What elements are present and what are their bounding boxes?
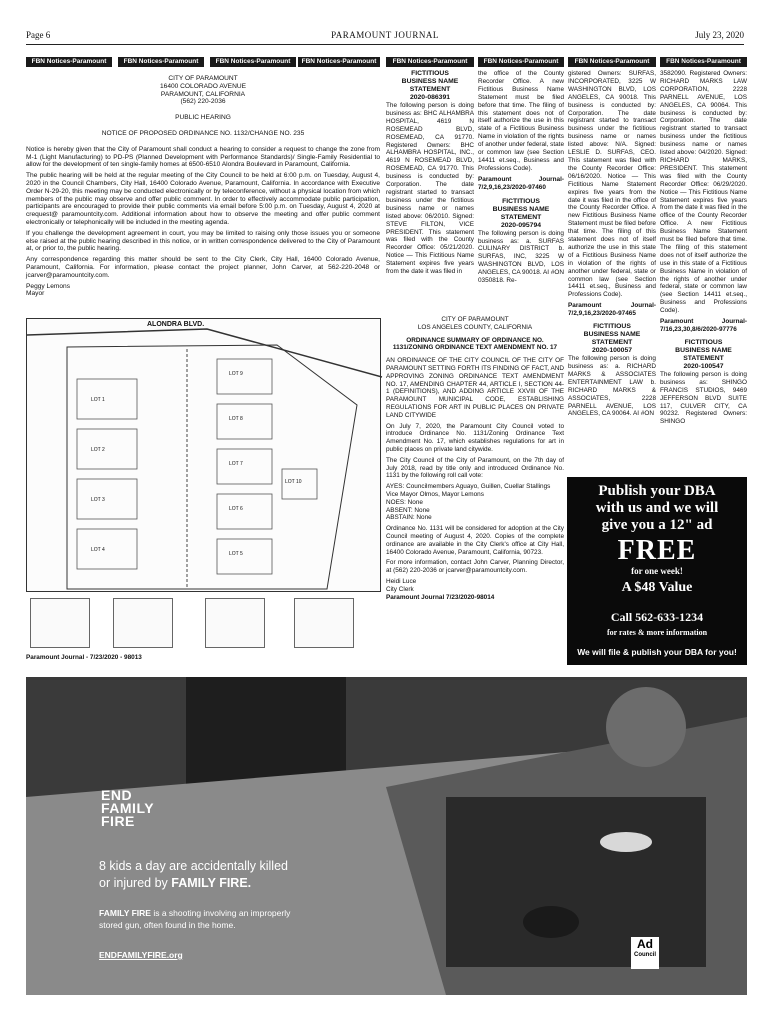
hearing-address: 16400 COLORADO AVENUE bbox=[160, 82, 246, 90]
lot-label: LOT 4 bbox=[91, 547, 105, 553]
fbn-heading: STATEMENT bbox=[500, 213, 542, 221]
fbn-heading: FICTITIOUS bbox=[684, 338, 723, 346]
hearing-signer-title: Mayor bbox=[26, 290, 45, 298]
section-tab: FBN Notices-Paramount bbox=[478, 57, 564, 67]
hearing-city: PARAMOUNT, CALIFORNIA bbox=[160, 90, 246, 98]
logo-line: Ad bbox=[637, 937, 653, 951]
psa-emphasis: FAMILY FIRE. bbox=[171, 876, 252, 890]
elevation-drawing bbox=[205, 598, 265, 648]
fbn-body: The following person is doing business as: a. SURFAS CULINARY DISTRICT b. SURFAS, INC, 3225 W WASHINGTON BLVD, LOS ANGELES, CA 90018. AI #ON 0350818. Re- bbox=[478, 229, 564, 285]
vote-line: ABSTAIN: None bbox=[386, 514, 432, 522]
lot-label: LOT 2 bbox=[91, 447, 105, 453]
dba-free: FREE bbox=[617, 535, 697, 566]
ordinance-pub-ref: Paramount Journal 7/23/2020-98014 bbox=[386, 593, 495, 601]
fbn-body: The following person is doing business as: SHINGO FRANCIS STUDIOS, 9469 JEFFERSON BLVD SUITE 117, CULVER CITY, CA 90232. Registered Owners: SHINGO bbox=[660, 370, 747, 426]
dba-headline: with us and we will bbox=[595, 500, 719, 516]
psa-description-line: stored gun, often found in the home. bbox=[99, 920, 236, 930]
psa-text: is a shooting involving an improperly bbox=[150, 908, 291, 918]
psa-description-line bbox=[99, 907, 290, 919]
lot-label: LOT 3 bbox=[91, 497, 105, 503]
issue-date: July 23, 2020 bbox=[695, 30, 744, 40]
section-tab: FBN Notices-Paramount bbox=[386, 57, 474, 67]
fbn-body: the office of the County Recorder Office. A new Fictitious Business Name Statement must be filed before that time. The filing of this statement does not of itself authorize the use in this state of a Fictitious Business Name in violation of the rights of another under federal, state or common law (see Section 14411 et.seq., Business and Professions Code). bbox=[478, 70, 564, 172]
psa-headline bbox=[99, 858, 288, 892]
ordinance-summary bbox=[386, 316, 564, 671]
psa-headline-line: 8 kids a day are accidentally killed bbox=[99, 859, 288, 873]
fbn-pub-ref: Paramount Journal-7/2,9,16,23/2020-97460 bbox=[478, 175, 564, 191]
ordinance-agency: CITY OF PARAMOUNT bbox=[441, 316, 509, 323]
elevation-drawing bbox=[113, 598, 173, 648]
lot-label: LOT 5 bbox=[229, 551, 243, 557]
site-plan-drawing bbox=[27, 319, 382, 593]
dba-promo-ad bbox=[567, 477, 747, 665]
fbn-body: The following person is doing business as: BHC ALHAMBRA HOSPITAL, 4619 N ROSEMEAD BLVD, ROSEMEAD, CA 91770. Registered Owners: BHC ALHAMBRA HOSPITAL, INC., 4619 N ROSEMEAD BLVD, ROSEMEAD, CA 91770. This business is conducted by: Corporation. The date registrant started to transact business under the fictitious business name or names listed above: 06/2010. Signed: STEVE FILTON, VICE PRESIDENT. This statement was filed with the County Recorder Office: 05/21/2020. Notice — This Fictitious Name Statement expires five years from the date it was filed in bbox=[386, 102, 474, 276]
vote-line: AYES: Councilmembers Aguayo, Guillen, Cuellar Stallings bbox=[386, 483, 551, 491]
hearing-signer: Peggy Lemons bbox=[26, 282, 70, 290]
hearing-paragraph: The public hearing will be held at the regular meeting of the City Council to be held at 6:00 p.m. on Tuesday, August 4, 2020 in the Council Chambers, City Hall, 16400 Colorado Avenue, Paramount, California. In accordance with Executive Order N-29-20, this meeting may be conducted electronically or by teleconference, without a physical location from which members of the public may observe and offer public comment. In order to effectively accommodate public participation, participants are encouraged to provide their public comments via email before 5:00 p.m. on Tuesday, August 4, 2020 at crequest@ paramountcity.com. Additional information about how to observe the meeting and offer public comment electronically or telephonically will be included in the meeting agenda. bbox=[26, 172, 380, 226]
dba-phone: Call 562-633-1234 bbox=[610, 610, 704, 624]
elevation-drawing bbox=[30, 598, 90, 648]
ordinance-paragraph: For more information, contact John Carver, Planning Director, at (562) 220-2036 or jcarver@paramountcity.com. bbox=[386, 559, 564, 575]
lot-label: LOT 9 bbox=[229, 371, 243, 377]
fbn-heading: FICTITIOUS bbox=[593, 323, 631, 331]
fbn-notice bbox=[478, 70, 564, 310]
dba-headline: give you a 12" ad bbox=[601, 517, 713, 533]
fbn-notice bbox=[386, 70, 474, 276]
hearing-phone: (562) 220-2036 bbox=[180, 98, 226, 106]
section-tab: FBN Notices-Paramount bbox=[26, 57, 112, 67]
lot-label: LOT 8 bbox=[229, 416, 243, 422]
end-family-fire-ad bbox=[26, 677, 747, 995]
lot-label: LOT 10 bbox=[285, 479, 302, 485]
hearing-paragraph: If you challenge the development agreement in court, you may be limited to raising only those issues you or someone else raised at the public hearing described in this notice, or in written correspondence delivered to the City of Paramount at, or prior to, the public hearing. bbox=[26, 229, 380, 253]
fbn-heading: STATEMENT bbox=[591, 339, 633, 347]
hearing-type: PUBLIC HEARING bbox=[175, 114, 231, 122]
fbn-heading: FICTITIOUS bbox=[411, 70, 449, 77]
fbn-number: 2020-100547 bbox=[683, 362, 724, 370]
lot-label: LOT 6 bbox=[229, 506, 243, 512]
fbn-heading: STATEMENT bbox=[683, 354, 724, 362]
ad-council-logo bbox=[631, 937, 659, 969]
fbn-body: gistered Owners: SURFAS, INCORPORATED, 3225 W WASHINGTON BLVD, LOS ANGELES, CA 90018. This business is conducted by: Corporation. The date registrant started to transact business under the fictitious business name or names listed above: N/A. Signed: LESLIE D. SURFAS, CEO. This statement was filed with the County Recorder Office: 06/16/2020. Notice — This Fictitious Name Statement expires five years from the date it was filed in the office of the County Recorder Office. A new Fictitious Business Name Statement must be filed before that time. The filing of this statement does not of itself authorize the use in this state of a Fictitious Business Name in violation of the rights of another under federal, state or common law (see Section 14411 et.seq., Business and Professions Code). bbox=[568, 70, 656, 299]
section-tab: FBN Notices-Paramount bbox=[210, 57, 296, 67]
dba-duration: for one week! bbox=[631, 566, 683, 576]
end-family-fire-logo bbox=[101, 789, 154, 828]
lot-label: LOT 1 bbox=[91, 397, 105, 403]
ordinance-paragraph: AN ORDINANCE OF THE CITY COUNCIL OF THE CITY OF PARAMOUNT SETTING FORTH ITS FINDING OF FACT, AND APPROVING ZONING ORDINANCE TEXT AMENDMENT NO. 17, AMENDING CHAPTER 44, ARTICLE I, SECTION 44-1 (DEFINITIONS), AND ADDING ARTICLE XXVIII OF THE PARAMOUNT MUNICIPAL CODE, ESTABLISHING REGULATIONS FOR ART IN PUBLIC PLACES ON PRIVATE LAND CITYWIDE bbox=[386, 357, 564, 419]
psa-headline-line bbox=[99, 875, 288, 892]
ordinance-paragraph: On July 7, 2020, the Paramount City Council voted to introduce Ordinance No. 1131/Zoning Ordinance Text Amendment No. 17, which establishes regulations for art in public places on private land citywide. bbox=[386, 422, 564, 453]
hearing-paragraph: Any correspondence regarding this matter should be sent to the City Clerk, City Hall, 16400 Colorado Avenue, Paramount, California. For information, please contact the project planner, John Carver, at 562-220-2048 or jcarver@paramountcity.com. bbox=[26, 256, 380, 279]
section-tab: FBN Notices-Paramount bbox=[568, 57, 656, 67]
fbn-number: 2020-100057 bbox=[591, 347, 633, 355]
fbn-number: 2020-095794 bbox=[500, 221, 542, 229]
dba-service: We will file & publish your DBA for you! bbox=[577, 647, 737, 657]
masthead-rule bbox=[26, 44, 744, 45]
fbn-body: 3582090. Registered Owners: RICHARD MARKS LAW CORPORATION, 2228 PARNELL AVENUE, LOS ANGELES, CA 90064. This business is conducted by: Corporation. The date registrant started to transact business under the fictitious business name or names listed above: 04/2020. Signed: RICHARD MARKS, PRESIDENT. This statement was filed with the County Recorder Office: 06/29/2020. Notice — This Fictitious Name Statement expires five years from the date it was filed in the office of the County Recorder Office. A new Fictitious Business Name Statement must be filed before that time. The filing of this statement does not of itself authorize the use in this state of a Fictitious Business Name in violation of the rights of another under federal, state or common law (see Section 14411 et.seq., Business and Professions Code). bbox=[660, 70, 747, 315]
street-label: ALONDRA BLVD. bbox=[147, 321, 205, 328]
logo-line: FIRE bbox=[101, 813, 135, 829]
fbn-notice bbox=[660, 70, 747, 470]
fbn-heading: BUSINESS NAME bbox=[675, 346, 732, 354]
fbn-pub-ref: Paramount Journal-7/16,23,30,8/6/2020-97776 bbox=[660, 318, 747, 333]
fbn-heading: BUSINESS NAME bbox=[492, 205, 550, 213]
fbn-heading: FICTITIOUS bbox=[502, 197, 540, 205]
vote-line: Vice Mayor Olmos, Mayor Lemons bbox=[386, 490, 484, 498]
hearing-agency: CITY OF PARAMOUNT bbox=[168, 75, 238, 82]
dba-rates: for rates & more information bbox=[606, 628, 708, 637]
page-number: Page 6 bbox=[26, 30, 51, 40]
section-tab: FBN Notices-Paramount bbox=[660, 57, 747, 67]
dba-value: A $48 Value bbox=[621, 580, 693, 595]
fbn-pub-ref: Paramount Journal-7/2,9,16,23/2020-97465 bbox=[568, 302, 656, 318]
ordinance-title: ORDINANCE SUMMARY OF ORDINANCE NO. 1131/ZONING ORDINANCE TEXT AMENDMENT NO. 17 bbox=[392, 336, 558, 352]
section-tab: FBN Notices-Paramount bbox=[118, 57, 204, 67]
hearing-pub-ref: Paramount Journal - 7/23/2020 - 98013 bbox=[26, 654, 142, 661]
lot-label: LOT 7 bbox=[229, 461, 243, 467]
fbn-body: The following person is doing business as: a. RICHARD MARKS & ASSOCIATES ENTERTAINMENT LAW b. RICHARD MARKS & ASSOCIATES, 2228 PARNELL AVENUE, LOS ANGELES, CA 90064. AI #ON bbox=[568, 355, 656, 418]
elevation-drawing bbox=[294, 598, 354, 648]
logo-line: Council bbox=[634, 952, 656, 958]
fbn-heading: STATEMENT bbox=[409, 86, 451, 93]
ordinance-county: LOS ANGELES COUNTY, CALIFORNIA bbox=[417, 323, 533, 331]
site-plan bbox=[26, 318, 381, 592]
ordinance-signer: Heidi Luce bbox=[386, 577, 417, 585]
fbn-notice bbox=[568, 70, 656, 470]
hearing-paragraph: Notice is hereby given that the City of Paramount shall conduct a hearing to consider a request to change the zone from M-1 (Light Manufacturing) to PD-PS (Planned Development with Performance Standards)/ Single-Family Residential to allow for the development of ten single-family homes at 6500-6510 Alondra Boulevard in Paramount, California. bbox=[26, 145, 380, 169]
vote-line: ABSENT: None bbox=[386, 506, 430, 514]
psa-url-link[interactable]: ENDFAMILYFIRE.org bbox=[99, 950, 183, 960]
fbn-number: 2020-086391 bbox=[409, 94, 451, 101]
psa-text: or injured by bbox=[99, 876, 172, 890]
fbn-heading: BUSINESS NAME bbox=[401, 78, 459, 85]
masthead bbox=[26, 30, 744, 44]
fbn-heading: BUSINESS NAME bbox=[583, 331, 641, 339]
dba-headline: Publish your DBA bbox=[598, 483, 716, 499]
logo-line: FAMILY bbox=[101, 800, 155, 816]
psa-description bbox=[99, 907, 290, 931]
section-tab: FBN Notices-Paramount bbox=[298, 57, 380, 67]
psa-emphasis: FAMILY FIRE bbox=[99, 908, 151, 918]
logo-line: END bbox=[101, 787, 133, 803]
ordinance-paragraph: Ordinance No. 1131 will be considered for adoption at the City Council meeting of August 4, 2020. Copies of the complete ordinance are available in the City Clerk's office at City Hall, 16400 Colorado Avenue, Paramount, California, 90723. bbox=[386, 525, 564, 556]
vote-line: NOES: None bbox=[386, 498, 423, 506]
hearing-title: NOTICE OF PROPOSED ORDINANCE NO. 1132/CHANGE NO. 235 bbox=[101, 129, 305, 137]
ordinance-paragraph: The City Council of the City of Paramount, on the 7th day of July 2018, read by title only and introduced Ordinance No. 1131 by the following roll call vote: bbox=[386, 456, 564, 480]
paper-name: PARAMOUNT JOURNAL bbox=[331, 30, 439, 40]
public-hearing-notice bbox=[26, 75, 380, 319]
ordinance-signer-title: City Clerk bbox=[386, 585, 414, 593]
